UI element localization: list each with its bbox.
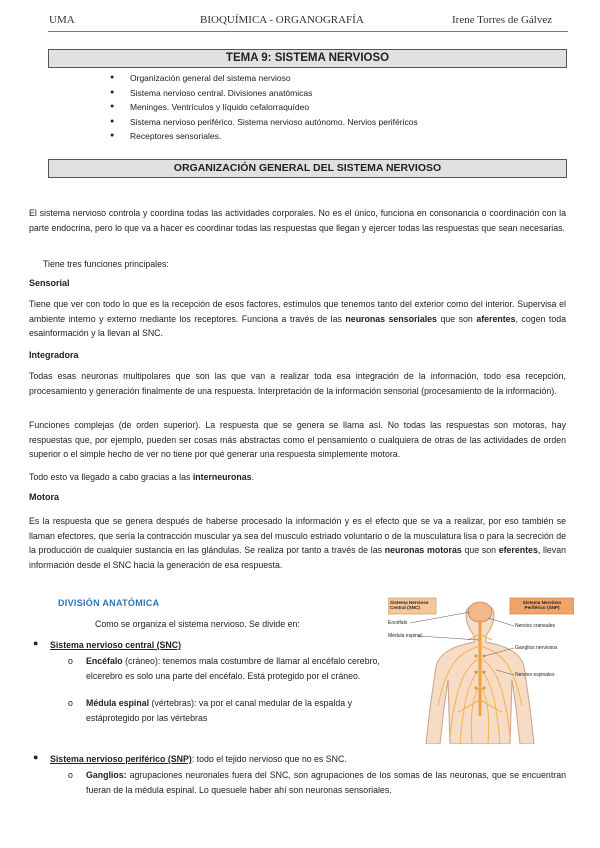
bullet-icon: ●: [33, 638, 39, 648]
heading-integradora: Integradora: [29, 350, 79, 360]
header-center: BIOQUÍMICA - ORGANOGRAFÍA: [200, 14, 364, 26]
nervous-system-figure: [388, 596, 574, 744]
circle-bullet-icon: o: [68, 656, 73, 666]
medula-item: Médula espinal (vértebras): va por el canal medular de la espalda y estáprotegido por las vértebras: [86, 698, 352, 723]
integradora-paragraph-2: Funciones complejas (de orden superior). La respuesta que se genera se llama así. No todas las respuestas son motoras, hay respuestas que, por ejemplo, pueden ser cosas más abstractas como el pensamiento o cualquiera de otras de las actividades de orden superior o el simple hecho de ver no tiene por qué generar una respuesta simplemente motora.: [29, 420, 566, 460]
header-rule: [48, 31, 568, 32]
figure-label-espinales: Nervios espinales: [515, 672, 555, 678]
topic-item: ● Sistema nervioso central. Divisiones anatómicas: [110, 86, 418, 101]
figure-label-craneales: Nervios craneales: [515, 623, 556, 629]
nervous-system-illustration: [388, 596, 574, 744]
figure-label-encefalo: Encéfalo: [388, 620, 408, 626]
snp-line: Sistema nervioso periférico (SNP): todo el tejido nervioso que no es SNC.: [50, 754, 347, 764]
encefalo-item: Encéfalo (cráneo): tenemos mala costumbre de llamar al encéfalo cerebro, elcerebro es solo una parte del encéfalo. Está protegido por el cráneo.: [86, 656, 380, 681]
topic-item: ● Sistema nervioso periférico. Sistema nervioso autónomo. Nervios periféricos: [110, 115, 418, 130]
division-intro: Como se organiza el sistema nervioso. Se divide en:: [95, 619, 300, 629]
circle-bullet-icon: o: [68, 698, 73, 708]
header-left: UMA: [49, 14, 75, 26]
functions-intro: Tiene tres funciones principales:: [43, 259, 169, 269]
topic-item: ● Organización general del sistema nervioso: [110, 71, 418, 86]
sensorial-paragraph: Tiene que ver con todo lo que es la recepción de esos factores, estímulos que tenemos tanto del exterior como del interior. Supervisa el ambiente interno y externo mediante los receptores. Funciona a través de las neuronas sensoriales que son aferentes, cogen toda esainformación y la llevan al SNC.: [29, 299, 567, 339]
integradora-paragraph-1: Todas esas neuronas multipolares que son las que van a realizar toda esa integración de la información, todo esa recepción, procesamiento y generación finalmente de una respuesta. Interpretación de la información sensorial (procesamiento de la información).: [29, 371, 566, 396]
heading-division-anatomica: DIVISIÓN ANATÓMICA: [58, 598, 160, 608]
ganglios-item: Ganglios: agrupaciones neuronales fuera del SNC, son agrupaciones de los somas de las neuronas, que se encuentran fueran de la médula espinal. Lo quesuele haber ahí son neuronas sensoriales.: [86, 770, 566, 795]
integradora-paragraph-3: Todo esto va llegado a cabo gracias a las interneuronas.: [29, 472, 254, 482]
intro-paragraph: El sistema nervioso controla y coordina todas las actividades corporales. No es el único, funciona en consonancia o coordinación con la parte endocrina, pero lo que va a hacer es coordinar todas las respuestas que llegan y ejercer todas las respuestas que sean necesarias.: [29, 208, 566, 233]
bullet-icon: ●: [33, 752, 39, 762]
figure-label-medula: Médula espinal: [388, 633, 422, 639]
heading-motora: Motora: [29, 492, 59, 502]
figure-label-ganglios: Ganglios nerviosos: [515, 645, 558, 651]
header-right: Irene Torres de Gálvez: [452, 14, 553, 26]
figure-label-snp: Sistema Nervioso Periférico (SNP): [522, 600, 562, 611]
topics-list: [110, 71, 418, 144]
motora-paragraph: Es la respuesta que se genera después de haberse procesado la información y es el efecto que se va a realizar, por eso también se llaman efectores, que sería la contracción muscular ya sea del musculo estriado voluntario o de la musculatura lisa o para la secreción de la producción de cualquier sustancia en las glándulas. Se realiza por tanto a través de las neuronas motoras que son eferentes, llevan información desde el SNC hacia la generación de esa respuesta.: [29, 516, 566, 570]
topic-item: ● Meninges. Ventrículos y líquido cefalorraquídeo: [110, 100, 418, 115]
topic-item: ● Receptores sensoriales.: [110, 129, 418, 144]
circle-bullet-icon: o: [68, 770, 73, 780]
snc-label: Sistema nervioso central (SNC): [50, 640, 182, 650]
section-band-organizacion: ORGANIZACIÓN GENERAL DEL SISTEMA NERVIOSO: [48, 159, 567, 178]
page-title: TEMA 9: SISTEMA NERVIOSO: [48, 49, 567, 68]
figure-label-snc: Sistema Nervioso Central (SNC): [390, 600, 429, 611]
heading-sensorial: Sensorial: [29, 278, 70, 288]
